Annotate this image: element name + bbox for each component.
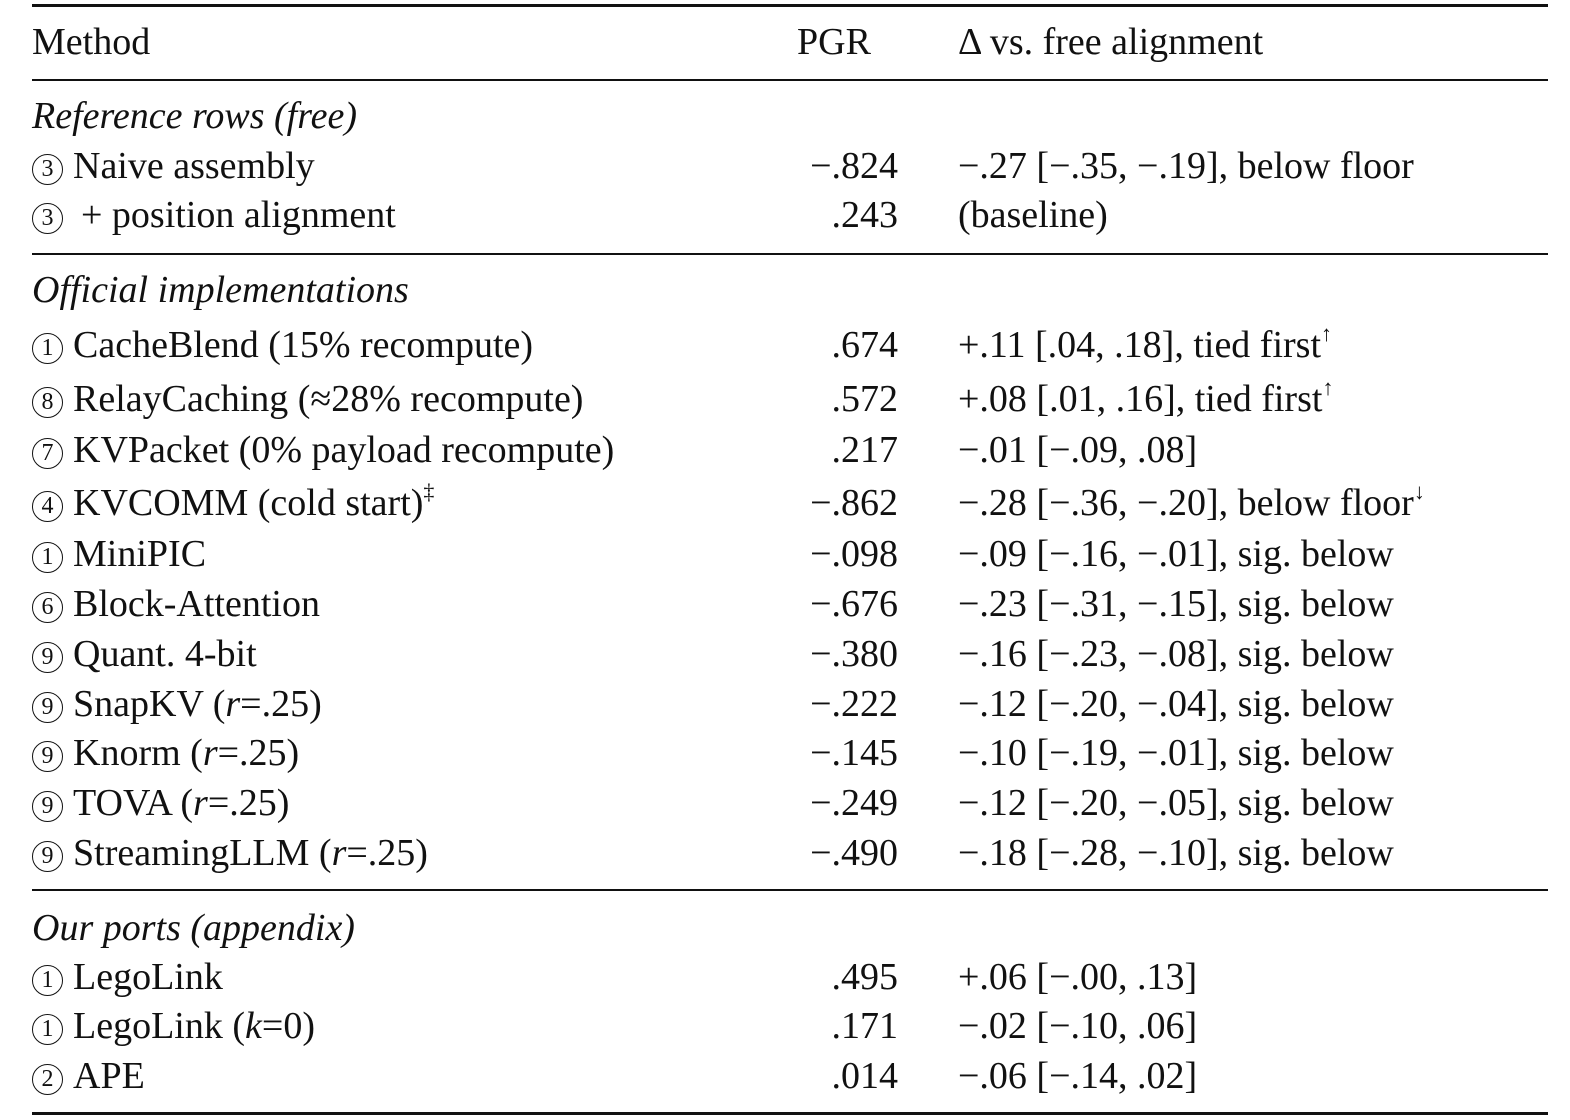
header-pgr: PGR <box>797 21 871 63</box>
method-name: Naive assembly <box>73 145 315 187</box>
delta-value: −.10 [−.19, −.01], sig. below <box>958 732 1394 774</box>
method-name: APE <box>73 1055 145 1097</box>
method-name: + position alignment <box>81 194 396 236</box>
circled-number-icon: 1 <box>32 542 63 573</box>
circled-number-icon: 3 <box>32 154 63 185</box>
table-row <box>0 1002 1570 1050</box>
method-name-tail: =.25) <box>240 683 322 725</box>
section-label: Reference rows (free) <box>32 95 357 137</box>
circled-number-icon: 2 <box>32 1064 63 1095</box>
table-row <box>0 953 1570 1001</box>
pgr-value: .495 <box>831 956 898 998</box>
pgr-value: .014 <box>831 1055 898 1097</box>
table-row <box>0 680 1570 728</box>
method-name: StreamingLLM ( <box>73 832 332 874</box>
circled-number-icon: 1 <box>32 965 63 996</box>
delta-value: −.27 [−.35, −.19], below floor <box>958 145 1414 187</box>
section-rule <box>32 889 1548 891</box>
pgr-value: .572 <box>831 378 898 420</box>
circled-number-icon: 3 <box>32 203 63 234</box>
pgr-value: −.490 <box>810 832 898 874</box>
table-row <box>0 142 1570 190</box>
pgr-value: −.145 <box>810 732 898 774</box>
up-arrow-icon: ↑ <box>1321 321 1333 346</box>
circled-number-icon: 7 <box>32 438 63 469</box>
method-variable: r <box>202 732 218 774</box>
pgr-value: .674 <box>831 324 898 366</box>
delta-value: −.16 [−.23, −.08], sig. below <box>958 633 1394 675</box>
method-name: SnapKV ( <box>73 683 226 725</box>
circled-number-icon: 9 <box>32 642 63 673</box>
delta-value: −.01 [−.09, .08] <box>958 429 1198 471</box>
section-official <box>0 266 1570 314</box>
method-name: KVPacket (0% payload recompute) <box>73 429 615 471</box>
method-name: RelayCaching (≈28% recompute) <box>73 378 584 420</box>
method-name-tail: =.25) <box>346 832 428 874</box>
circled-number-icon: 9 <box>32 741 63 772</box>
method-name: Quant. 4-bit <box>73 633 257 675</box>
circled-number-icon: 4 <box>32 491 63 522</box>
table-row <box>0 321 1570 369</box>
circled-number-icon: 8 <box>32 387 63 418</box>
table-row <box>0 426 1570 474</box>
section-rule <box>32 253 1548 255</box>
method-name: Knorm ( <box>73 732 203 774</box>
method-name: Block-Attention <box>73 583 320 625</box>
section-label: Our ports (appendix) <box>32 907 355 949</box>
delta-value: −.18 [−.28, −.10], sig. below <box>958 832 1394 874</box>
delta-value: −.09 [−.16, −.01], sig. below <box>958 533 1394 575</box>
method-variable: r <box>193 782 208 824</box>
method-name: KVCOMM (cold start) <box>73 482 424 524</box>
delta-value: −.12 [−.20, −.04], sig. below <box>958 683 1394 725</box>
method-variable: k <box>245 1005 262 1047</box>
method-variable: r <box>331 832 347 874</box>
table-row <box>0 630 1570 678</box>
pgr-value: −.380 <box>810 633 898 675</box>
section-label: Official implementations <box>32 269 409 311</box>
method-name-tail: =.25) <box>217 732 300 774</box>
delta-value: +.08 [.01, .16], tied first <box>958 378 1323 420</box>
pgr-value: −.098 <box>810 533 898 575</box>
header-row <box>0 18 1570 66</box>
circled-number-icon: 1 <box>32 1014 63 1045</box>
delta-value: −.12 [−.20, −.05], sig. below <box>958 782 1394 824</box>
header-delta: Δ vs. free alignment <box>958 21 1264 63</box>
double-dagger-footnote: ‡ <box>423 479 435 504</box>
pgr-value: .171 <box>831 1005 898 1047</box>
circled-number-icon: 1 <box>32 333 63 364</box>
method-name-tail: =0) <box>261 1005 315 1047</box>
circled-number-icon: 9 <box>32 692 63 723</box>
method-name: TOVA ( <box>73 782 194 824</box>
method-name: CacheBlend (15% recompute) <box>73 324 534 366</box>
method-name: LegoLink ( <box>73 1005 246 1047</box>
down-arrow-icon: ↓ <box>1413 479 1425 504</box>
header-rule <box>32 79 1548 81</box>
delta-value: −.06 [−.14, .02] <box>958 1055 1198 1097</box>
pgr-value: −.249 <box>810 782 898 824</box>
delta-value: −.02 [−.10, .06] <box>958 1005 1198 1047</box>
method-name: MiniPIC <box>73 533 207 575</box>
table-row <box>0 530 1570 578</box>
circled-number-icon: 9 <box>32 791 63 822</box>
up-arrow-icon: ↑ <box>1322 375 1334 400</box>
circled-number-icon: 6 <box>32 592 63 623</box>
pgr-value: .217 <box>831 429 898 471</box>
header-method: Method <box>32 21 151 63</box>
delta-value: −.23 [−.31, −.15], sig. below <box>958 583 1394 625</box>
table-row <box>0 1052 1570 1100</box>
delta-value: −.28 [−.36, −.20], below floor <box>958 482 1414 524</box>
delta-value: +.11 [.04, .18], tied first <box>958 324 1322 366</box>
delta-value: (baseline) <box>958 194 1108 236</box>
pgr-value: −.824 <box>810 145 898 187</box>
section-reference <box>0 92 1570 140</box>
table-row <box>0 829 1570 877</box>
method-variable: r <box>225 683 241 725</box>
method-name-tail: =.25) <box>207 782 290 824</box>
pgr-value: −.222 <box>810 683 898 725</box>
pgr-value: −.862 <box>810 482 898 524</box>
table-row <box>0 191 1570 239</box>
method-name: LegoLink <box>73 956 223 998</box>
circled-number-icon: 9 <box>32 841 63 872</box>
table-row <box>0 580 1570 628</box>
delta-value: +.06 [−.00, .13] <box>958 956 1198 998</box>
table-row <box>0 779 1570 827</box>
pgr-value: −.676 <box>810 583 898 625</box>
table-row <box>0 375 1570 423</box>
bottom-rule <box>32 1112 1548 1115</box>
table-row <box>0 729 1570 777</box>
table-row <box>0 479 1570 527</box>
top-rule <box>32 4 1548 7</box>
section-ports <box>0 904 1570 952</box>
pgr-value: .243 <box>831 194 898 236</box>
